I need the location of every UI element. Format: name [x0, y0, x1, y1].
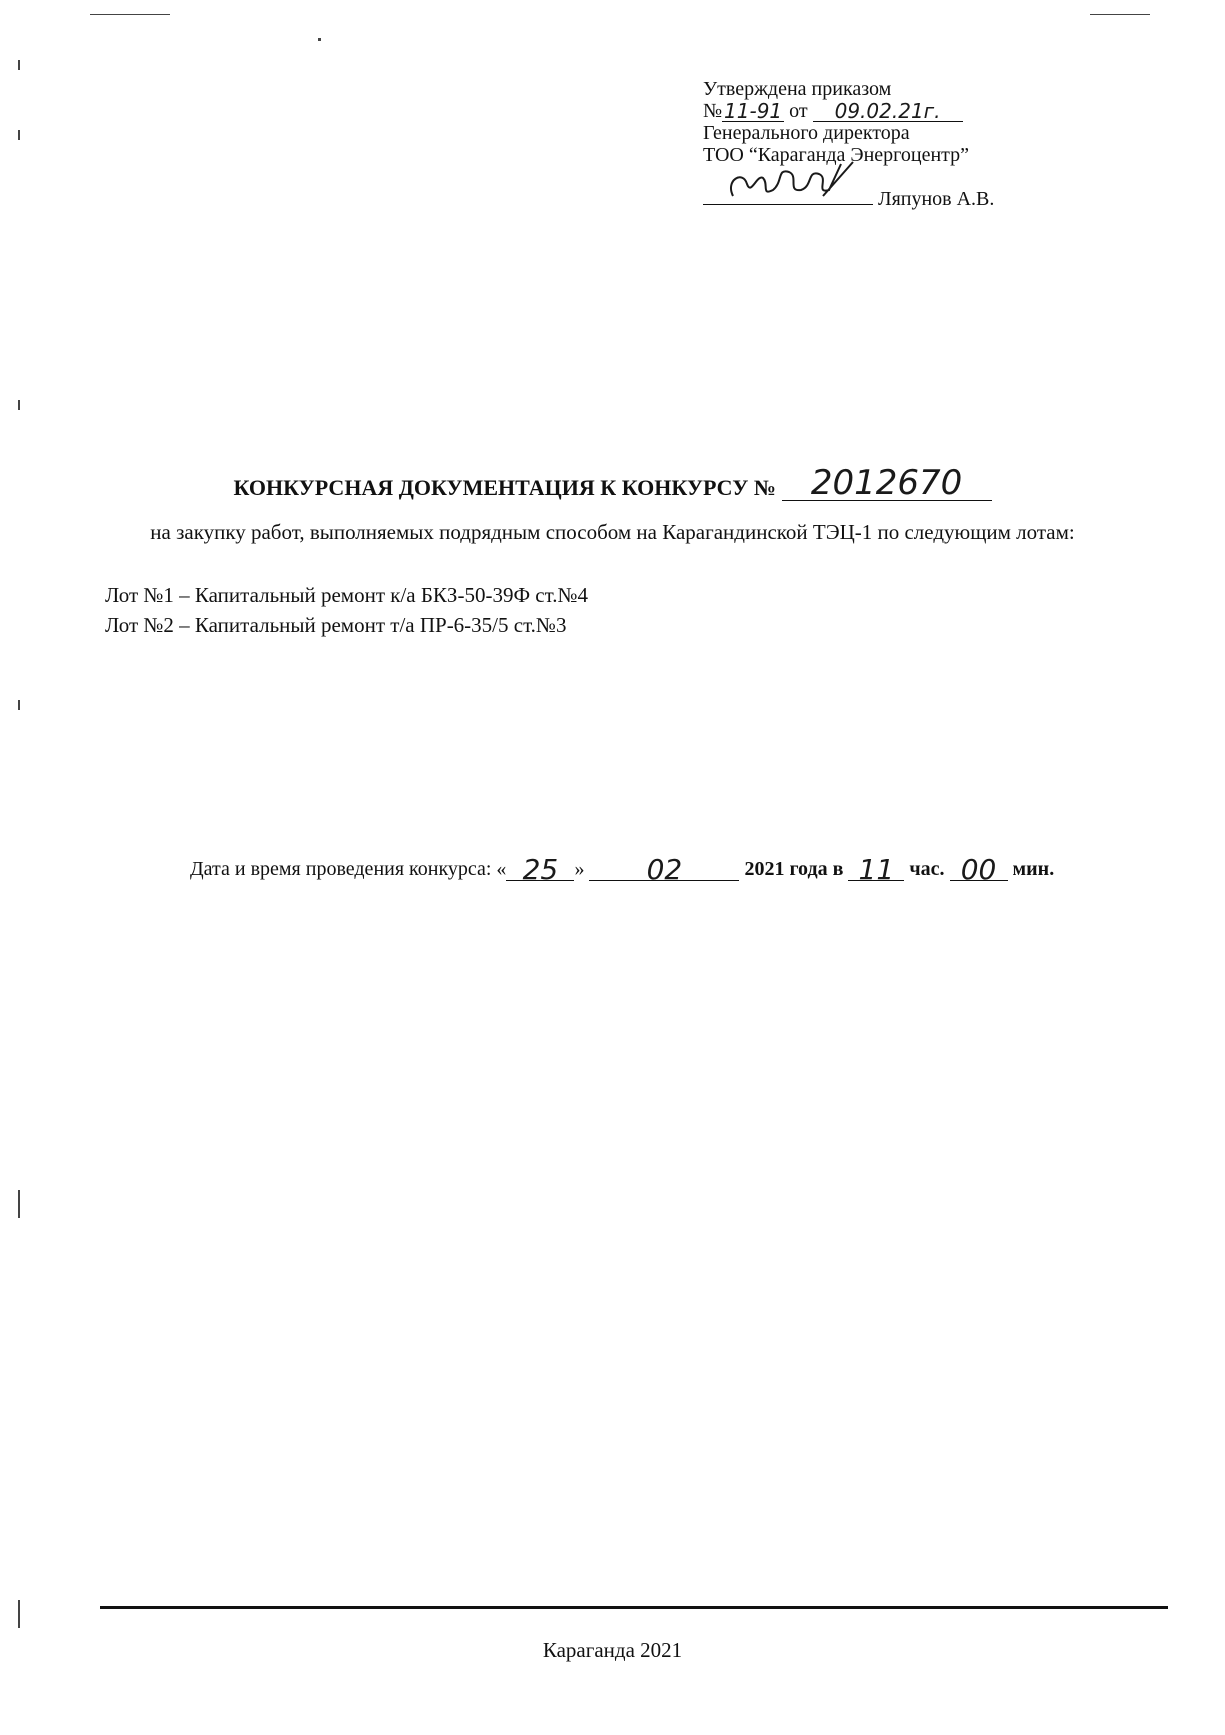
contest-datetime-line [190, 853, 1055, 886]
signature-field [703, 176, 873, 205]
contest-number: 2012670 [782, 466, 992, 501]
lot-item-2: Лот №2 – Капитальный ремонт т/а ПР-6-35/5 ст.№3 [105, 613, 567, 637]
contest-hour: 11 [848, 860, 904, 881]
order-number-value: 11-91 [724, 99, 783, 123]
year-text: 2021 года в [744, 858, 844, 880]
title-text: КОНКУРСНАЯ ДОКУМЕНТАЦИЯ К КОНКУРСУ № [233, 475, 777, 500]
scan-speck [1090, 14, 1150, 15]
footer-city-year: Караганда 2021 [542, 1638, 683, 1662]
contest-minute: 00 [950, 860, 1008, 881]
datetime-label: Дата и время проведения конкурса: « [190, 858, 507, 880]
lot-item-1: Лот №1 – Капитальный ремонт к/а БКЗ-50-39Ф ст.№4 [105, 583, 588, 607]
scan-speck [18, 60, 20, 70]
minute-unit: мин. [1012, 858, 1055, 880]
contest-day: 25 [506, 860, 574, 881]
document-subtitle: на закупку работ, выполняемых подрядным способом на Карагандинской ТЭЦ-1 по следующим лотам: [150, 520, 1075, 544]
scan-speck [18, 130, 20, 140]
signature-line [703, 176, 994, 212]
footer-rule [100, 1606, 1168, 1609]
contest-month: 02 [589, 860, 739, 881]
order-date-prefix: от [789, 100, 808, 122]
approval-title: Утверждена приказом [703, 78, 892, 100]
order-date-value: 09.02.21г. [813, 101, 963, 122]
lots-list [105, 580, 588, 640]
scan-speck [318, 38, 321, 41]
signatory-name: Ляпунов А.В. [878, 188, 995, 210]
scan-speck [18, 1600, 20, 1628]
approval-position: Генерального директора [703, 122, 910, 144]
scan-speck [18, 700, 20, 710]
day-quote-close: » [574, 858, 585, 880]
hour-unit: час. [909, 858, 945, 880]
approval-company: ТОО “Караганда Энергоцентр” [703, 144, 970, 166]
order-number-prefix: № [703, 100, 723, 122]
handwritten-signature [703, 160, 873, 204]
scan-speck [90, 14, 170, 15]
document-title [0, 463, 1225, 503]
scan-speck [18, 1190, 20, 1218]
scan-speck [18, 400, 20, 410]
approval-order-line [703, 100, 994, 122]
approval-block [703, 78, 994, 212]
